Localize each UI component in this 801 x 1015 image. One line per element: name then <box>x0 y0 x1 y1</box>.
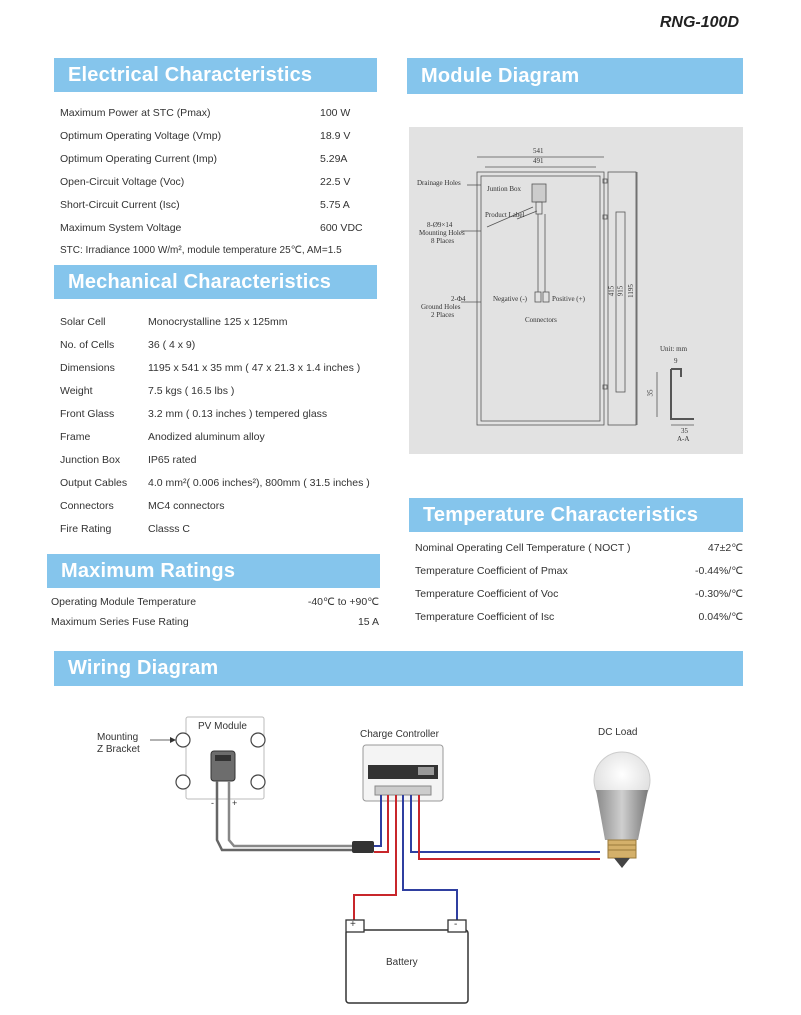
table-row <box>415 565 743 579</box>
row-value: Monocrystalline 125 x 125mm <box>148 316 288 328</box>
temperature-section-title <box>409 498 743 532</box>
row-value: -0.44%/℃ <box>695 565 743 577</box>
module-diagram-title-text: Module Diagram <box>421 64 580 87</box>
temperature-title-text: Temperature Characteristics <box>423 503 699 526</box>
positive-label: Positive (+) <box>552 295 585 303</box>
height-1195: 1195 <box>626 284 635 298</box>
charge-controller-label: Charge Controller <box>360 729 439 740</box>
table-row <box>415 542 743 556</box>
mounting-label-1: Mounting <box>97 732 139 743</box>
mechanical-section-title <box>54 265 377 299</box>
negative-label: Negative (-) <box>493 295 528 303</box>
row-value: 18.9 V <box>320 130 351 142</box>
max-ratings-section-title <box>47 554 380 588</box>
height-915: 915 <box>616 285 625 297</box>
electrical-title-text: Electrical Characteristics <box>68 63 313 86</box>
section-aa-label: A-A <box>677 435 690 443</box>
row-label: Weight <box>60 385 93 397</box>
table-row <box>415 588 743 602</box>
connectors-label: Connectors <box>525 316 557 324</box>
wiring-title-text: Wiring Diagram <box>68 657 219 679</box>
wiring-diagram <box>0 700 801 1015</box>
row-value: Anodized aluminum alloy <box>148 431 265 443</box>
pv-plus-label: + <box>232 798 238 808</box>
ground-holes-label-3: 2 Places <box>431 311 455 319</box>
row-label: Open-Circuit Voltage (Voc) <box>60 176 185 188</box>
section-dim-35-vertical: 35 <box>646 389 655 397</box>
row-label: Temperature Coefficient of Isc <box>415 611 555 623</box>
table-row <box>60 199 366 213</box>
table-row <box>60 523 380 537</box>
table-row <box>415 611 743 625</box>
mounting-holes-label-1: 8-Ø9×14 <box>427 221 453 229</box>
wiring-section-title <box>54 651 743 686</box>
row-value: 600 VDC <box>320 222 363 234</box>
row-value: 3.2 mm ( 0.13 inches ) tempered glass <box>148 408 328 420</box>
row-label: Optimum Operating Current (Imp) <box>60 153 217 165</box>
mounting-holes-label-2: Mounting Holes <box>419 229 465 237</box>
battery-plus-label: + <box>350 919 356 930</box>
electrical-section-title <box>54 58 377 92</box>
junction-box-label: Juntion Box <box>487 185 522 193</box>
row-label: Output Cables <box>60 477 128 489</box>
table-row <box>60 153 366 167</box>
module-diagram-section-title <box>407 58 743 94</box>
row-label: Operating Module Temperature <box>51 596 197 608</box>
row-value: 22.5 V <box>320 176 351 188</box>
row-label: Solar Cell <box>60 316 106 328</box>
table-row <box>60 222 366 236</box>
row-label: Optimum Operating Voltage (Vmp) <box>60 130 222 142</box>
table-row <box>60 130 366 144</box>
row-label: Frame <box>60 431 91 443</box>
row-label: Fire Rating <box>60 523 112 535</box>
drainage-holes-label: Drainage Holes <box>417 179 461 187</box>
row-value: 47±2℃ <box>707 542 743 554</box>
row-label: Temperature Coefficient of Voc <box>415 588 559 600</box>
row-value: 15 A <box>357 616 379 628</box>
table-row <box>60 176 366 190</box>
row-value: IP65 rated <box>148 454 197 466</box>
dc-load-label: DC Load <box>598 727 638 738</box>
row-value: -40℃ to +90℃ <box>307 596 379 608</box>
row-label: Junction Box <box>60 454 121 466</box>
row-value: 0.04%/℃ <box>698 611 743 623</box>
height-415: 415 <box>607 285 616 297</box>
pv-module-label: PV Module <box>198 721 247 732</box>
row-label: Maximum System Voltage <box>60 222 182 234</box>
ground-holes-label-2: Ground Holes <box>421 303 461 311</box>
mounting-holes-label-3: 8 Places <box>431 237 455 245</box>
row-value: MC4 connectors <box>148 500 225 512</box>
section-dim-9: 9 <box>674 357 678 365</box>
module-diagram-drawing <box>409 127 743 454</box>
table-row <box>60 408 380 422</box>
model-number: RNG-100D <box>659 14 739 31</box>
row-value: 1195 x 541 x 35 mm ( 47 x 21.3 x 1.4 inches ) <box>148 362 361 374</box>
unit-label: Unit: mm <box>660 345 688 353</box>
row-value: -0.30%/℃ <box>695 588 743 600</box>
row-label: No. of Cells <box>60 339 115 351</box>
row-label: Maximum Power at STC (Pmax) <box>60 107 211 119</box>
mounting-label-2: Z Bracket <box>97 744 140 755</box>
row-value: 100 W <box>320 107 351 119</box>
product-label-label: Product Label <box>485 211 525 219</box>
row-label: Temperature Coefficient of Pmax <box>415 565 568 577</box>
max-ratings-title-text: Maximum Ratings <box>61 559 236 582</box>
section-dim-35-horizontal: 35 <box>681 427 688 435</box>
pv-minus-label: - <box>211 798 214 808</box>
table-row <box>60 316 380 330</box>
table-row <box>60 477 380 491</box>
width-541: 541 <box>533 147 544 155</box>
row-value: 4.0 mm²( 0.006 inches²), 800mm ( 31.5 inches ) <box>148 477 370 489</box>
row-label: Connectors <box>60 500 114 512</box>
battery-minus-label: - <box>454 919 458 930</box>
table-row <box>60 362 380 376</box>
row-value: 5.75 A <box>320 199 350 211</box>
row-label: Nominal Operating Cell Temperature ( NOCT ) <box>415 542 631 554</box>
row-label: Front Glass <box>60 408 115 420</box>
module-diagram <box>409 127 743 454</box>
row-label: Dimensions <box>60 362 115 374</box>
table-row <box>60 339 380 353</box>
row-value: 36 ( 4 x 9) <box>148 339 196 351</box>
table-row <box>51 616 379 630</box>
row-label: Maximum Series Fuse Rating <box>51 616 189 628</box>
ground-holes-label-1: 2-Φ4 <box>451 295 466 303</box>
table-row <box>60 454 380 468</box>
table-row <box>60 107 366 121</box>
table-row <box>60 385 380 399</box>
mechanical-title-text: Mechanical Characteristics <box>68 270 332 293</box>
stc-note: STC: Irradiance 1000 W/m², module temperature 25℃, AM=1.5 <box>60 245 342 256</box>
battery-label: Battery <box>386 957 418 968</box>
table-row <box>51 596 379 610</box>
table-row <box>60 431 380 445</box>
width-491: 491 <box>533 157 544 165</box>
row-value: Classs C <box>148 523 191 535</box>
row-value: 5.29A <box>320 153 348 165</box>
row-value: 7.5 kgs ( 16.5 lbs ) <box>148 385 235 397</box>
row-label: Short-Circuit Current (Isc) <box>60 199 180 211</box>
table-row <box>60 500 380 514</box>
